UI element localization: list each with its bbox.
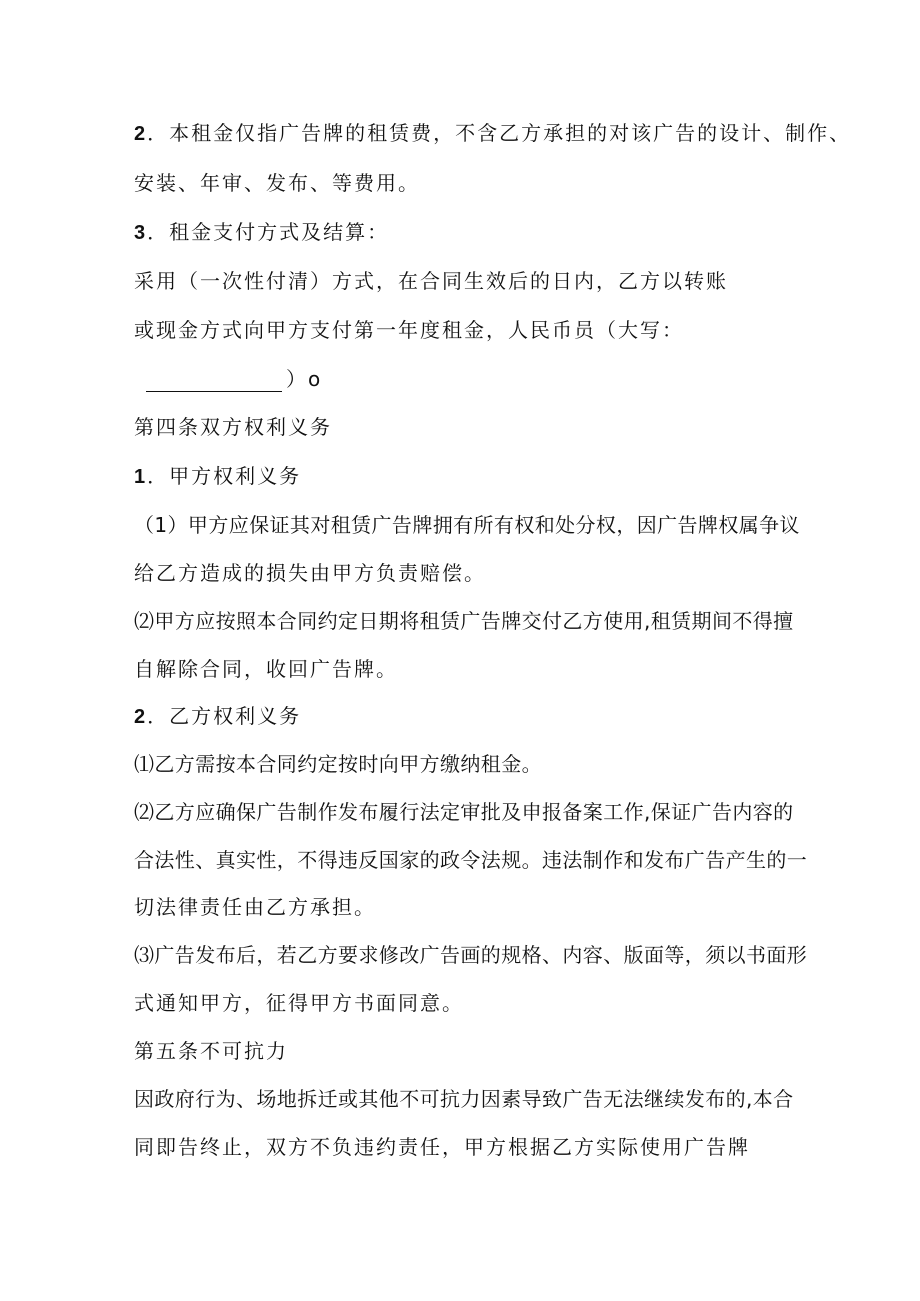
clause-3-2-line-2 xyxy=(134,170,420,196)
amount-blank-line xyxy=(134,366,322,392)
line-text: 第五条不可抗力 xyxy=(134,1039,288,1063)
line-text: 给乙方造成的损失由甲方负责赔偿。 xyxy=(134,561,486,585)
item-number: 2 xyxy=(134,706,148,728)
line-text: 或现金方式向甲方支付第一年度租金，人民币员（大写： xyxy=(134,318,684,342)
amount-fill-blank xyxy=(146,369,282,392)
party-b-item-1 xyxy=(134,751,542,777)
line-text: 自解除合同，收回广告牌。 xyxy=(134,657,398,681)
line-text: ⑵乙方应确保广告制作发布履行法定审批及申报备案工作,保证广告内容的 xyxy=(134,800,794,824)
force-majeure-line-1 xyxy=(134,1086,794,1112)
line-text: ．甲方权利义务 xyxy=(147,464,302,488)
line-text: 采用（一次性付清）方式，在合同生效后的日内，乙方以转账 xyxy=(134,269,728,293)
party-b-item-2-line-2 xyxy=(134,847,807,873)
article-4-heading xyxy=(134,414,332,440)
item-number: 1 xyxy=(134,466,148,488)
line-text: ⑵甲方应按照本合同约定日期将租赁广告牌交付乙方使用,租赁期间不得擅 xyxy=(134,609,794,633)
line-text: ）o xyxy=(286,367,323,391)
clause-3-2-line-1 xyxy=(134,120,851,147)
line-text: （1）甲方应保证其对租赁广告牌拥有所有权和处分权，因广告牌权属争议 xyxy=(134,513,800,537)
payment-line-1 xyxy=(134,268,728,294)
article-5-heading xyxy=(134,1038,288,1064)
party-b-item-3-line-2 xyxy=(134,990,464,1016)
clause-3-3-heading xyxy=(134,219,389,246)
line-text: 式通知甲方，征得甲方书面同意。 xyxy=(134,991,464,1015)
party-a-item-2-line-1 xyxy=(134,608,794,634)
party-b-item-2-line-3 xyxy=(134,894,376,920)
line-text: 因政府行为、场地拆迁或其他不可抗力因素导致广告无法继续发布的,本合 xyxy=(134,1087,794,1111)
party-b-heading xyxy=(134,703,301,730)
party-b-item-2-line-1 xyxy=(134,799,794,825)
line-text: 同即告终止，双方不负违约责任，甲方根据乙方实际使用广告牌 xyxy=(134,1135,750,1159)
line-text: 第四条双方权利义务 xyxy=(134,415,332,439)
force-majeure-line-2 xyxy=(134,1134,750,1160)
line-text: 合法性、真实性，不得违反国家的政令法规。违法制作和发布广告产生的一 xyxy=(134,848,808,872)
party-b-item-3-line-1 xyxy=(134,942,807,968)
line-text: ⑶广告发布后，若乙方要求修改广告画的规格、内容、版面等，须以书面形 xyxy=(134,943,808,967)
line-text: ．租金支付方式及结算： xyxy=(147,220,390,244)
line-text: 安装、年审、发布、等费用。 xyxy=(134,171,420,195)
party-a-item-1-line-1 xyxy=(134,512,800,538)
line-text: ⑴乙方需按本合同约定按时向甲方缴纳租金。 xyxy=(134,752,542,776)
line-text: ．本租金仅指广告牌的租赁费，不含乙方承担的对该广告的设计、制作、 xyxy=(147,121,852,145)
line-text: 切法律责任由乙方承担。 xyxy=(134,895,376,919)
item-number: 3 xyxy=(134,222,148,244)
line-text: ．乙方权利义务 xyxy=(147,704,302,728)
payment-line-2 xyxy=(134,317,684,343)
item-number: 2 xyxy=(134,123,148,145)
party-a-item-1-line-2 xyxy=(134,560,486,586)
party-a-item-2-line-2 xyxy=(134,656,398,682)
party-a-heading xyxy=(134,463,301,490)
